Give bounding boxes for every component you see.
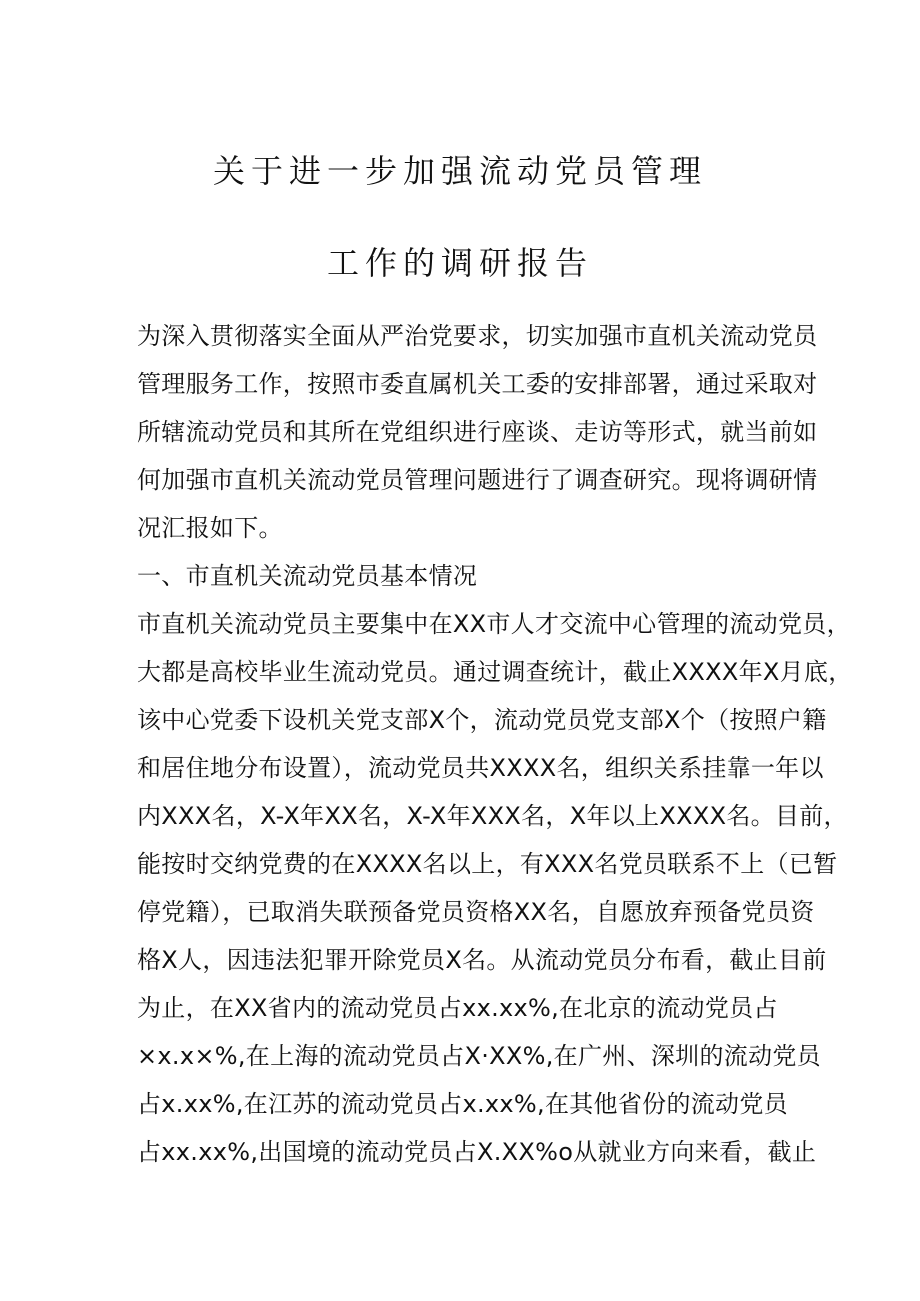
body-line: 内XXX名，X-X年XX名，X-X年XXX名，X年以上XXXX名。目前，: [137, 802, 848, 830]
body-line: 所辖流动党员和其所在党组织进行座谈、走访等形式，就当前如: [137, 418, 818, 446]
body-line: 停党籍），已取消失联预备党员资格XX名，自愿放弃预备党员资: [137, 898, 815, 926]
body-line: 何加强市直机关流动党员管理问题进行了调查研究。现将调研情: [137, 466, 818, 494]
body-line: 管理服务工作，按照市委直属机关工委的安排部署，通过采取对: [137, 370, 818, 398]
body-line: 和居住地分布设置），流动党员共XXXX名，组织关系挂靠一年以: [137, 754, 824, 782]
section-heading: 一、市直机关流动党员基本情况: [137, 562, 478, 590]
body-line: 市直机关流动党员主要集中在XX市人才交流中心管理的流动党员，: [137, 610, 851, 638]
body-line: 为深入贯彻落实全面从严治党要求，切实加强市直机关流动党员: [137, 322, 818, 350]
body-line: 况汇报如下。: [137, 514, 283, 542]
body-line: ×x.x×%,在上海的流动党员占X·XX%,在广州、深圳的流动党员: [137, 1042, 821, 1070]
document-title-line-1: 关于进一步加强流动党员管理: [212, 152, 707, 190]
document-title-line-2: 工作的调研报告: [326, 244, 593, 282]
body-line: 格X人，因违法犯罪开除党员X名。从流动党员分布看，截止目前: [137, 946, 827, 974]
body-line: 占xx.xx%,出国境的流动党员占X.XX%o从就业方向来看，截止: [137, 1138, 817, 1166]
body-line: 能按时交纳党费的在XXXX名以上，有XXX名党员联系不上（已暂: [137, 850, 838, 878]
body-line: 该中心党委下设机关党支部X个，流动党员党支部X个（按照户籍: [137, 706, 827, 734]
body-line: 为止，在XX省内的流动党员占xx.xx%,在北京的流动党员占: [137, 994, 778, 1022]
body-line: 占x.xx%,在江苏的流动党员占x.xx%,在其他省份的流动党员: [137, 1090, 788, 1118]
body-line: 大都是高校毕业生流动党员。通过调查统计，截止XXXX年X月底，: [137, 658, 853, 686]
